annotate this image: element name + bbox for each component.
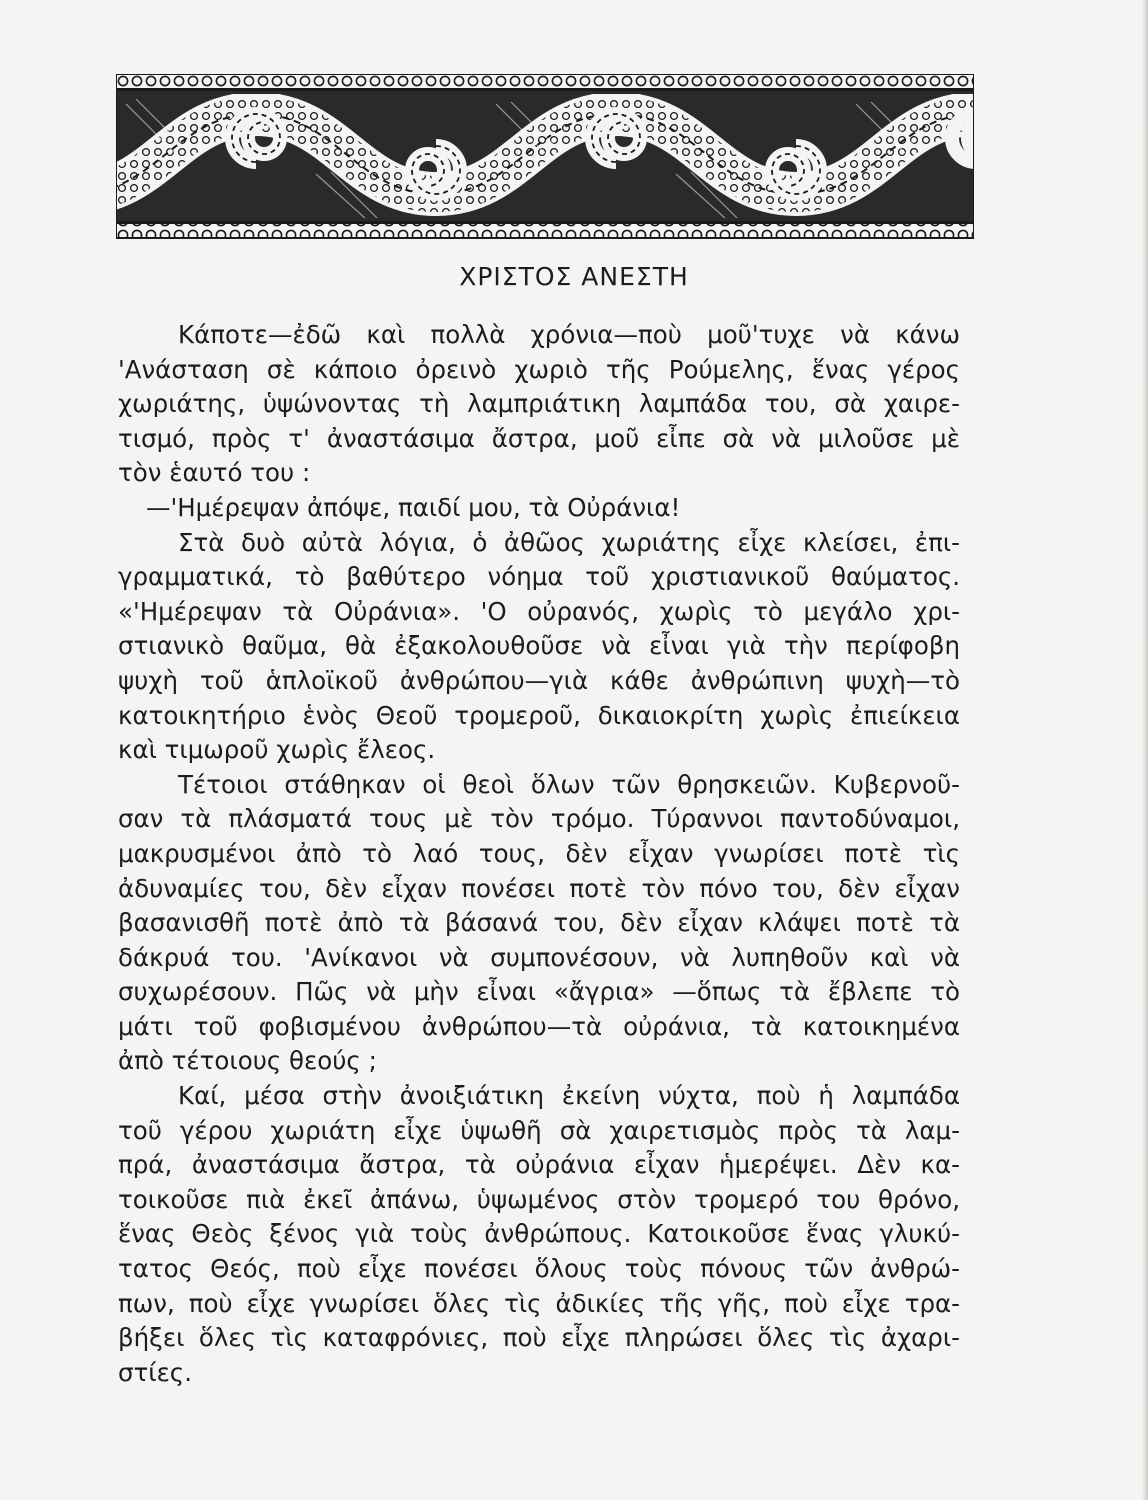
ornamental-border-icon: [116, 74, 974, 246]
text-line: τατος Θεός, ποὺ εἶχε πονέσει ὅλους τοὺς πόνους τῶν ἀνθρώ-: [118, 1254, 960, 1284]
text-line: στιανικὸ θαῦμα, θὰ ἐξακολουθοῦσε νὰ εἶναι γιὰ τὴν περίφοβη: [118, 631, 960, 661]
text-line: Καί, μέσα στὴν ἀνοιξιάτικη ἐκείνη νύχτα, ποὺ ἡ λαμπάδα: [178, 1081, 960, 1111]
text-line: μακρυσμένοι ἀπὸ τὸ λαό τους, δὲν εἶχαν γνωρίσει ποτὲ τὶς: [118, 838, 960, 868]
body-text: [118, 318, 960, 1390]
text-line: γραμματικά, τὸ βαθύτερο νόημα τοῦ χριστιανικοῦ θαύματος.: [118, 562, 960, 592]
text-line: πων, ποὺ εἶχε γνωρίσει ὅλες τὶς ἀδικίες τῆς γῆς, ποὺ εἶχε τρα-: [118, 1288, 960, 1318]
text-line: τὸν ἑαυτό του :: [118, 458, 311, 488]
text-line: χωριάτης, ὑψώνοντας τὴ λαμπριάτικη λαμπάδα του, σὰ χαιρε-: [118, 389, 960, 419]
text-line: Στὰ δυὸ αὐτὰ λόγια, ὁ ἀθῶος χωριάτης εἶχε κλείσει, ἐπι-: [178, 527, 960, 557]
text-line: ἀπὸ τέτοιους θεούς ;: [118, 1046, 377, 1076]
page-edge: [1142, 0, 1148, 1500]
text-line: πρά, ἀναστάσιμα ἄστρα, τὰ οὐράνια εἶχαν ἡμερέψει. Δὲν κα-: [118, 1150, 960, 1180]
text-line: βήξει ὅλες τὶς καταφρόνιες, ποὺ εἶχε πληρώσει ὅλες τὶς ἀχαρι-: [118, 1323, 960, 1353]
text-line: τισμό, πρὸς τ' ἀναστάσιμα ἄστρα, μοῦ εἶπε σὰ νὰ μιλοῦσε μὲ: [118, 423, 960, 453]
text-line: τοικοῦσε πιὰ ἐκεῖ ἀπάνω, ὑψωμένος στὸν τρομερό του θρόνο,: [118, 1184, 960, 1214]
text-line: ἀδυναμίες του, δὲν εἶχαν πονέσει ποτὲ τὸν πόνο του, δὲν εἶχαν: [118, 873, 960, 903]
text-line: μάτι τοῦ φοβισμένου ἀνθρώπου—τὰ οὐράνια, τὰ κατοικημένα: [118, 1011, 960, 1041]
text-line: στίες.: [118, 1357, 192, 1387]
text-line: βασανισθῆ ποτὲ ἀπὸ τὰ βάσανά του, δὲν εἶχαν κλάψει ποτὲ τὰ: [118, 908, 960, 938]
text-line: τοῦ γέρου χωριάτη εἶχε ὑψωθῆ σὰ χαιρετισμὸς πρὸς τὰ λαμ-: [118, 1115, 960, 1145]
text-line: Κάποτε—ἐδῶ καὶ πολλὰ χρόνια—ποὺ μοῦ'τυχε νὰ κάνω: [178, 320, 960, 349]
text-line: ψυχὴ τοῦ ἁπλοϊκοῦ ἀνθρώπου—γιὰ κάθε ἀνθρώπινη ψυχὴ—τὸ: [118, 665, 960, 695]
text-line: 'Ανάσταση σὲ κάποιο ὀρεινὸ χωριὸ τῆς Ρούμελης, ἕνας γέρος: [118, 354, 960, 384]
text-line: καὶ τιμωροῦ χωρὶς ἔλεος.: [118, 735, 436, 765]
text-line: κατοικητήριο ἑνὸς Θεοῦ τρομεροῦ, δικαιοκρίτη χωρὶς ἐπιείκεια: [118, 700, 960, 730]
text-line: σαν τὰ πλάσματά τους μὲ τὸν τρόμο. Τύραννοι παντοδύναμοι,: [118, 804, 960, 834]
text-line: δάκρυά του. 'Ανίκανοι νὰ συμπονέσουν, νὰ λυπηθοῦν καὶ νὰ: [118, 942, 960, 972]
text-line: Τέτοιοι στάθηκαν οἱ θεοὶ ὅλων τῶν θρησκειῶν. Κυβερνοῦ-: [178, 769, 960, 799]
text-line: «'Ημέρεψαν τὰ Οὐράνια». 'Ο οὐρανός, χωρὶς τὸ μεγάλο χρι-: [118, 596, 960, 626]
page-title: ΧΡΙΣΤΟΣ ΑΝΕΣΤΗ: [459, 262, 689, 291]
text-line: —'Ημέρεψαν ἀπόψε, παιδί μου, τὰ Οὐράνια!: [146, 492, 681, 522]
text-line: ἕνας Θεὸς ξένος γιὰ τοὺς ἀνθρώπους. Κατοικοῦσε ἕνας γλυκύ-: [118, 1219, 960, 1249]
text-line: συχωρέσουν. Πῶς νὰ μὴν εἶναι «ἄγρια» —ὅπως τὰ ἔβλεπε τὸ: [118, 977, 960, 1007]
